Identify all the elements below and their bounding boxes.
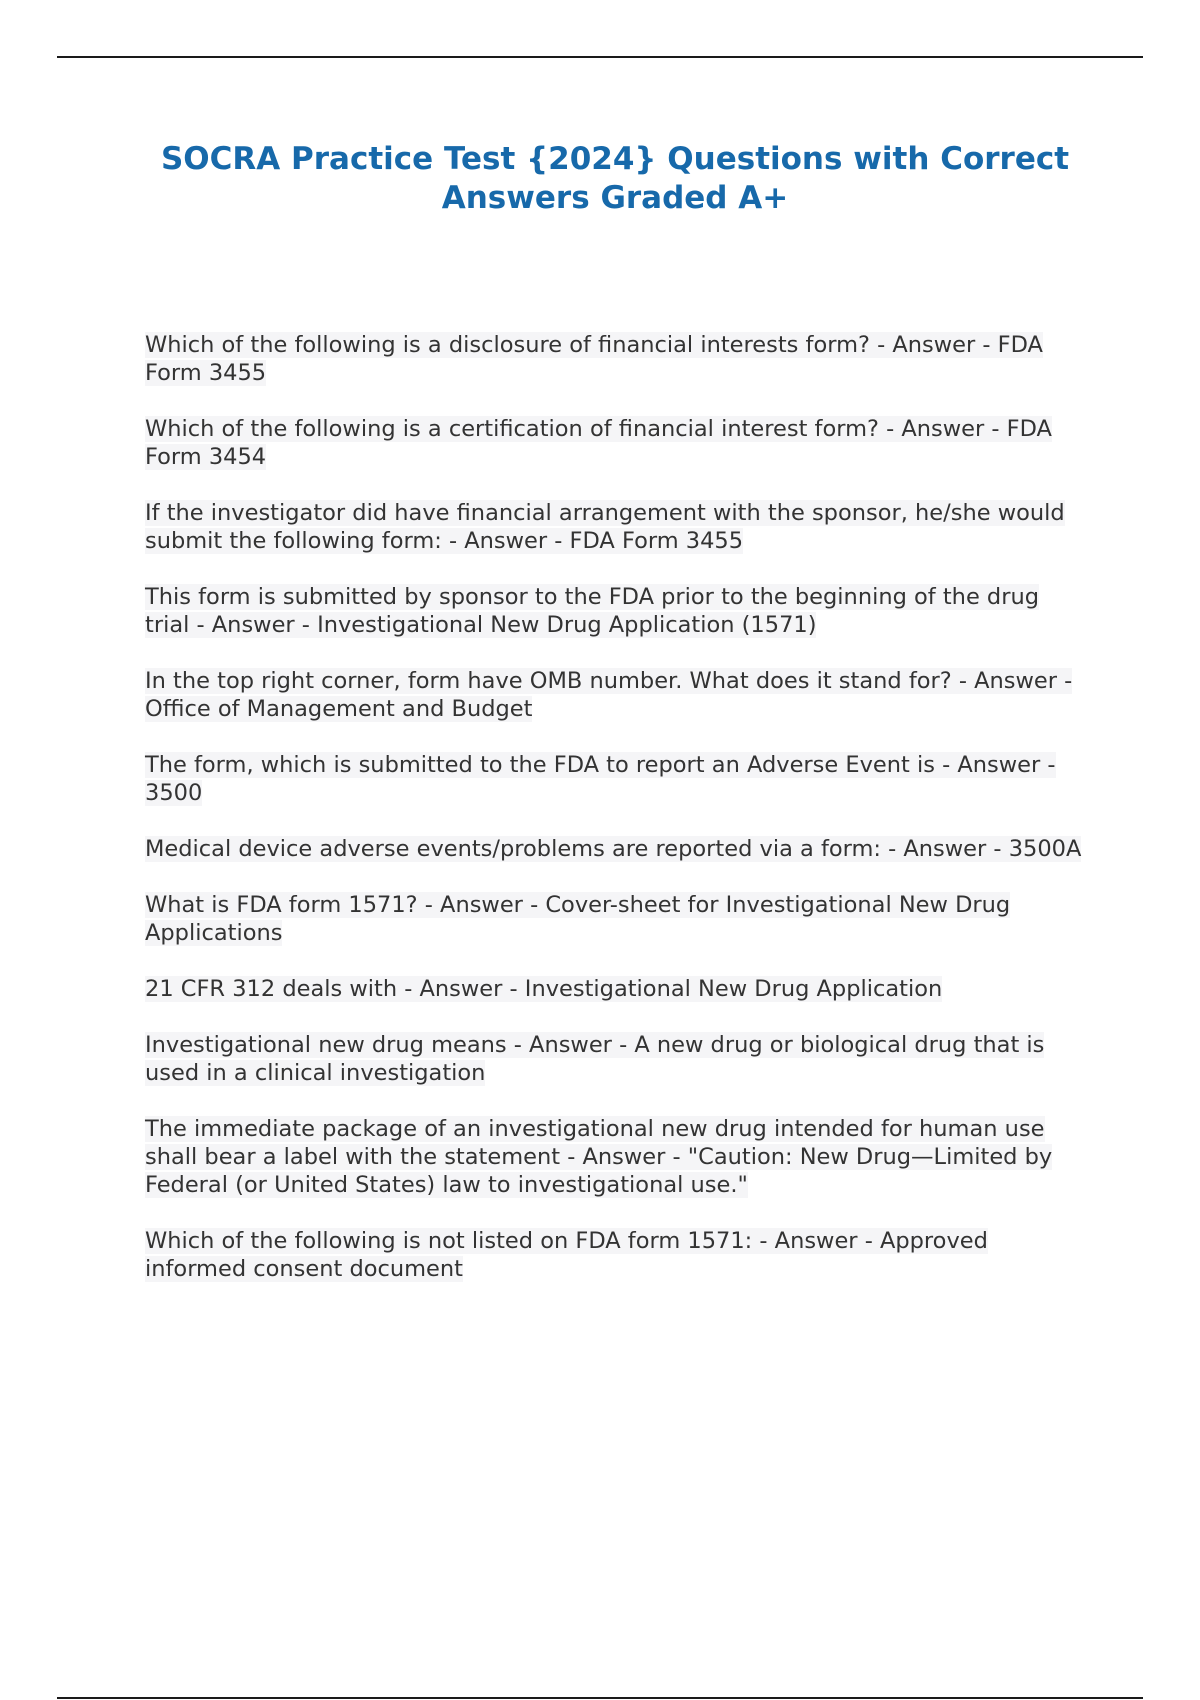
qa-text: The form, which is submitted to the FDA to report an Adverse Event is - Answer - 3500 bbox=[145, 752, 1056, 806]
qa-text: This form is submitted by sponsor to the FDA prior to the beginning of the drug trial - Answer - Investigational New Drug Application (1571) bbox=[145, 584, 1040, 638]
qa-item bbox=[145, 331, 1085, 387]
qa-text: Which of the following is a certification of financial interest form? - Answer - FDA Form 3454 bbox=[145, 416, 1052, 470]
qa-text: What is FDA form 1571? - Answer - Cover-sheet for Investigational New Drug Applications bbox=[145, 892, 1011, 946]
top-rule bbox=[57, 56, 1143, 58]
qa-list bbox=[145, 331, 1085, 1311]
qa-item bbox=[145, 1227, 1085, 1283]
qa-text: The immediate package of an investigational new drug intended for human use shall bear a label with the statement - Answer - "Caution: New Drug—Limited by Federal (or United States) law to investigational use." bbox=[145, 1116, 1053, 1198]
qa-text: Which of the following is a disclosure of financial interests form? - Answer - FDA Form 3455 bbox=[145, 332, 1043, 386]
qa-item bbox=[145, 415, 1085, 471]
qa-text: Medical device adverse events/problems are reported via a form: - Answer - 3500A bbox=[145, 836, 1082, 862]
qa-text: In the top right corner, form have OMB number. What does it stand for? - Answer - Office of Management and Budget bbox=[145, 668, 1073, 722]
qa-text: If the investigator did have financial arrangement with the sponsor, he/she would submit the following form: - Answer - FDA Form 3455 bbox=[145, 500, 1065, 554]
qa-text: Investigational new drug means - Answer - A new drug or biological drug that is used in a clinical investigation bbox=[145, 1032, 1045, 1086]
qa-item bbox=[145, 1031, 1085, 1087]
qa-item bbox=[145, 583, 1085, 639]
qa-item bbox=[145, 499, 1085, 555]
qa-item bbox=[145, 891, 1085, 947]
qa-item bbox=[145, 975, 1085, 1003]
qa-item bbox=[145, 835, 1085, 863]
qa-text: 21 CFR 312 deals with - Answer - Investigational New Drug Application bbox=[145, 976, 943, 1002]
bottom-rule bbox=[57, 1697, 1143, 1699]
document-title: SOCRA Practice Test {2024} Questions with Correct Answers Graded A+ bbox=[160, 141, 1070, 216]
qa-item bbox=[145, 1115, 1085, 1199]
qa-text: Which of the following is not listed on FDA form 1571: - Answer - Approved informed consent document bbox=[145, 1228, 988, 1282]
qa-item bbox=[145, 667, 1085, 723]
qa-item bbox=[145, 751, 1085, 807]
